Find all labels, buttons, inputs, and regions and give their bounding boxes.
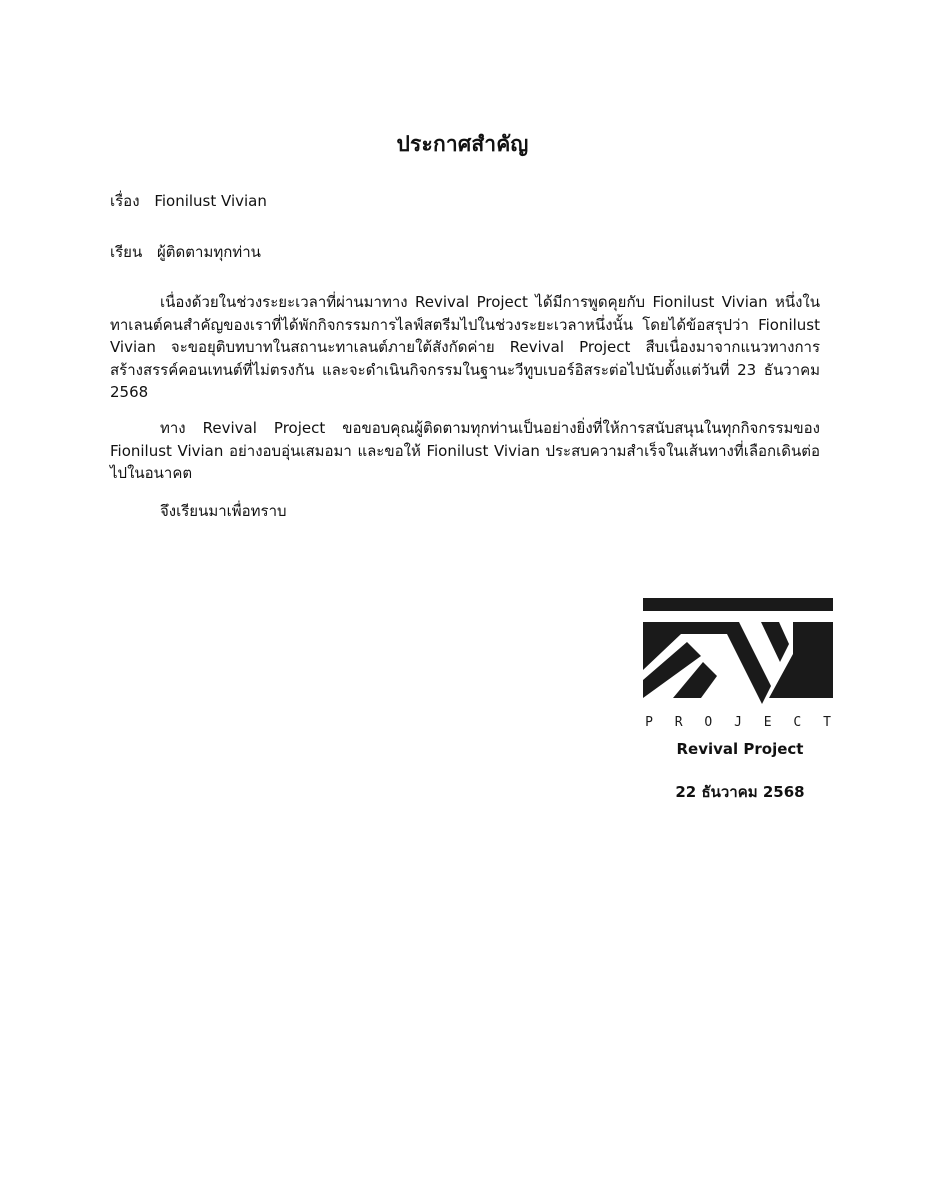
logo-letter: E (763, 715, 772, 730)
recipient-line (110, 240, 261, 264)
subject-value: Fionilust Vivian (154, 192, 267, 210)
logo-letter: R (674, 715, 683, 730)
closing-line: จึงเรียนมาเพื่อทราบ (160, 502, 287, 520)
body-paragraph-1: เนื่องด้วยในช่วงระยะเวลาที่ผ่านมาทาง Revival Project ได้มีการพูดคุยกับ Fionilust Vivian หนึ่งในทาเลนต์คนสำคัญของเราที่ได้พักกิจกรรมการไลฟ์สตรีมไปในช่วงระยะเวลาหนึ่งนั้น โดยได้ข้อสรุปว่า Fionilust Vivian จะขอยุติบทบาทในสถานะทาเลนต์ภายใต้สังกัดค่าย Revival Project สืบเนื่องมาจากแนวทางการสร้างสรรค์คอนเทนต์ที่ไม่ตรงกัน และจะดำเนินกิจกรรมในฐานะวีทูบเบอร์อิสระต่อไปนับตั้งแต่วันที่ 23 ธันวาคม 2568 (110, 293, 820, 401)
logo-letter: O (704, 715, 713, 730)
body-paragraph-2: ทาง Revival Project ขอขอบคุณผู้ติดตามทุกท่านเป็นอย่างยิ่งที่ให้การสนับสนุนในทุกกิจกรรมของ Fionilust Vivian อย่างอบอุ่นเสมอมา และขอให้ Fionilust Vivian ประสบความสำเร็จในเส้นทางที่เลือกเดินต่อไปในอนาคต (110, 419, 820, 482)
rv-mark-icon (643, 598, 833, 704)
signatory-name: Revival Project (676, 740, 804, 758)
logo-letter: J (734, 715, 742, 730)
recipient-label: เรียน (110, 243, 143, 261)
recipient-value: ผู้ติดตามทุกท่าน (157, 243, 261, 261)
signature-date: 22 ธันวาคม 2568 (675, 783, 805, 801)
project-wordmark (645, 715, 831, 730)
logo-letter: P (645, 715, 653, 730)
logo-letter: T (823, 715, 831, 730)
logo-letter: C (793, 715, 802, 730)
subject-line (110, 189, 267, 213)
subject-label: เรื่อง (110, 192, 140, 210)
page-title: ประกาศสำคัญ (396, 132, 529, 156)
revival-project-logo (643, 598, 833, 732)
